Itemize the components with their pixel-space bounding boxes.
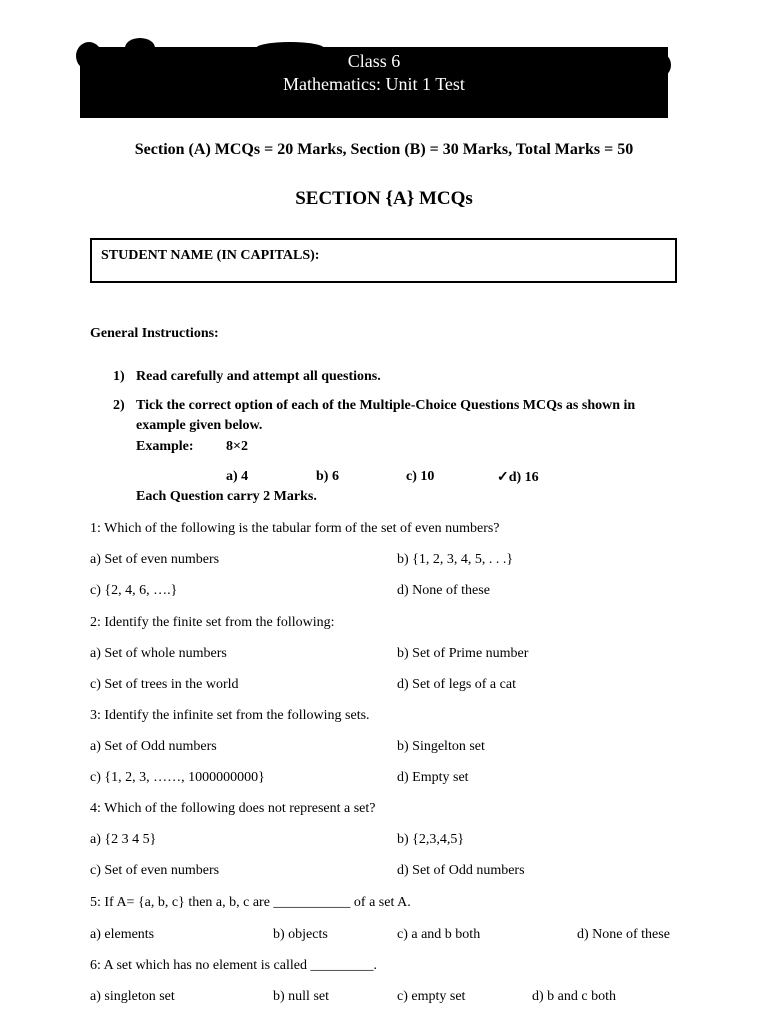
example-option: b) 6 (316, 469, 339, 484)
option-b[interactable]: b) Set of Prime number (397, 646, 529, 661)
option-c[interactable]: c) Set of trees in the world (90, 677, 239, 692)
option-c[interactable]: c) {1, 2, 3, ……, 1000000000} (90, 770, 265, 785)
option-a[interactable]: a) singleton set (90, 989, 175, 1004)
option-d[interactable]: d) b and c both (532, 989, 616, 1004)
option-d[interactable]: d) None of these (577, 927, 670, 942)
option-a[interactable]: a) elements (90, 927, 155, 942)
question-text: 5: If A= {a, b, c} then a, b, c are ___________ of a set A. (90, 895, 411, 910)
option-a[interactable]: a) {2 3 4 5} (90, 832, 157, 847)
section-title: SECTION {A} MCQs (295, 188, 473, 209)
instructions-heading: General Instructions: (90, 326, 219, 341)
example-option-ticked: ✓d) 16 (497, 470, 539, 485)
instruction-item: Tick the correct option of each of the Multiple-Choice Questions MCQs as shown in (136, 398, 636, 413)
option-b[interactable]: b) {2,3,4,5} (397, 832, 465, 847)
marks-summary: Section (A) MCQs = 20 Marks, Section (B) = 30 Marks, Total Marks = 50 (134, 141, 634, 158)
question-text: 6: A set which has no element is called _________. (90, 958, 377, 973)
question-text: 3: Identify the infinite set from the following sets. (90, 708, 370, 723)
question-text: 1: Which of the following is the tabular form of the set of even numbers? (90, 521, 500, 536)
option-b[interactable]: b) objects (273, 927, 328, 942)
option-c[interactable]: c) a and b both (397, 927, 481, 942)
option-c[interactable]: c) Set of even numbers (90, 863, 220, 878)
marks-note: Each Question carry 2 Marks. (136, 489, 317, 504)
example-label: Example: (136, 439, 194, 454)
question-text: 2: Identify the finite set from the following: (90, 615, 335, 630)
option-d[interactable]: d) Set of legs of a cat (397, 677, 516, 692)
class-label: Class 6 (347, 51, 401, 71)
option-b[interactable]: b) null set (273, 989, 329, 1004)
option-b[interactable]: b) {1, 2, 3, 4, 5, . . .} (397, 552, 514, 567)
example-expression: 8×2 (226, 439, 248, 454)
option-b[interactable]: b) Singelton set (397, 739, 485, 754)
example-option: c) 10 (406, 469, 435, 484)
student-name-box[interactable] (90, 238, 677, 283)
example-option: a) 4 (226, 469, 249, 484)
instruction-item: Read carefully and attempt all questions. (136, 369, 381, 384)
header-banner (80, 47, 668, 118)
instruction-number: 1) (113, 369, 125, 384)
student-name-label: STUDENT NAME (IN CAPITALS): (101, 248, 320, 263)
option-a[interactable]: a) Set of even numbers (90, 552, 220, 567)
option-c[interactable]: c) {2, 4, 6, ….} (90, 583, 178, 598)
option-a[interactable]: a) Set of Odd numbers (90, 739, 217, 754)
instruction-item-cont: example given below. (136, 418, 263, 433)
test-title: Mathematics: Unit 1 Test (283, 74, 465, 94)
option-d[interactable]: d) Empty set (397, 770, 469, 785)
question-text: 4: Which of the following does not represent a set? (90, 801, 376, 816)
instruction-number: 2) (113, 398, 125, 413)
option-d[interactable]: d) None of these (397, 583, 490, 598)
option-c[interactable]: c) empty set (397, 989, 466, 1004)
option-d[interactable]: d) Set of Odd numbers (397, 863, 525, 878)
option-a[interactable]: a) Set of whole numbers (90, 646, 227, 661)
